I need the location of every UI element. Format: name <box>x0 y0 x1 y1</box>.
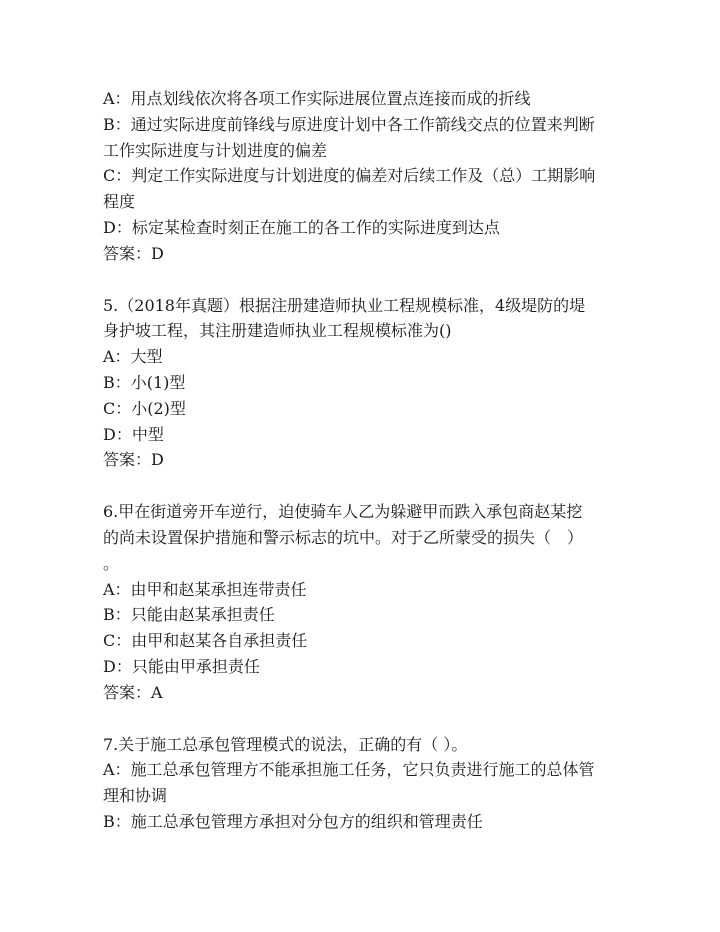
answer: 答案：D <box>103 243 164 263</box>
question-stem-continued: 的尚未设置保护措施和警示标志的坑中。对于乙所蒙受的损失（ ） <box>103 527 584 547</box>
question-stem: 6.甲在街道旁开车逆行，迫使骑车人乙为躲避甲而跌入承包商赵某挖 <box>103 502 583 522</box>
document-page <box>103 86 623 835</box>
option-d: D：标定某检查时刻正在施工的各工作的实际进度到达点 <box>103 217 500 237</box>
option-d: D：中型 <box>103 424 164 444</box>
option-a: A：用点划线依次将各项工作实际进展位置点连接而成的折线 <box>103 89 531 108</box>
option-a: A：大型 <box>103 347 163 367</box>
spacer <box>103 473 623 499</box>
question-stem-end: 。 <box>103 553 120 573</box>
option-d: D：只能由甲承担责任 <box>103 656 260 676</box>
option-b: B：只能由赵某承担责任 <box>103 605 275 625</box>
option-a: A：施工总承包管理方不能承担施工任务，它只负责进行施工的总体管 <box>103 760 595 780</box>
option-c: C：小(2)型 <box>103 398 186 418</box>
question-7 <box>103 732 623 835</box>
question-5 <box>103 293 623 474</box>
option-a: A：由甲和赵某承担连带责任 <box>103 579 307 599</box>
option-b-continued: 工作实际进度与计划进度的偏差 <box>103 140 328 160</box>
question-stem: 5.（2018年真题）根据注册建造师执业工程规模标准，4级堤防的堤 <box>103 295 586 315</box>
question-4-tail <box>103 86 623 267</box>
option-c-continued: 程度 <box>103 192 136 212</box>
answer: 答案：A <box>103 682 163 702</box>
question-stem-continued: 身护坡工程，其注册建造师执业工程规模标准为() <box>103 321 452 341</box>
option-c: C：判定工作实际进度与计划进度的偏差对后续工作及（总）工期影响 <box>103 166 596 186</box>
answer: 答案：D <box>103 450 164 470</box>
option-b: B：施工总承包管理方承担对分包方的组织和管理责任 <box>103 811 483 831</box>
question-stem: 7.关于施工总承包管理模式的说法，正确的有（ ）。 <box>103 734 468 754</box>
option-b: B：通过实际进度前锋线与原进度计划中各工作箭线交点的位置来判断 <box>103 114 595 134</box>
option-b: B：小(1)型 <box>103 372 186 392</box>
option-a-continued: 理和协调 <box>103 786 168 806</box>
option-c: C：由甲和赵某各自承担责任 <box>103 631 308 651</box>
question-6 <box>103 499 623 705</box>
spacer <box>103 706 623 732</box>
spacer <box>103 267 623 293</box>
